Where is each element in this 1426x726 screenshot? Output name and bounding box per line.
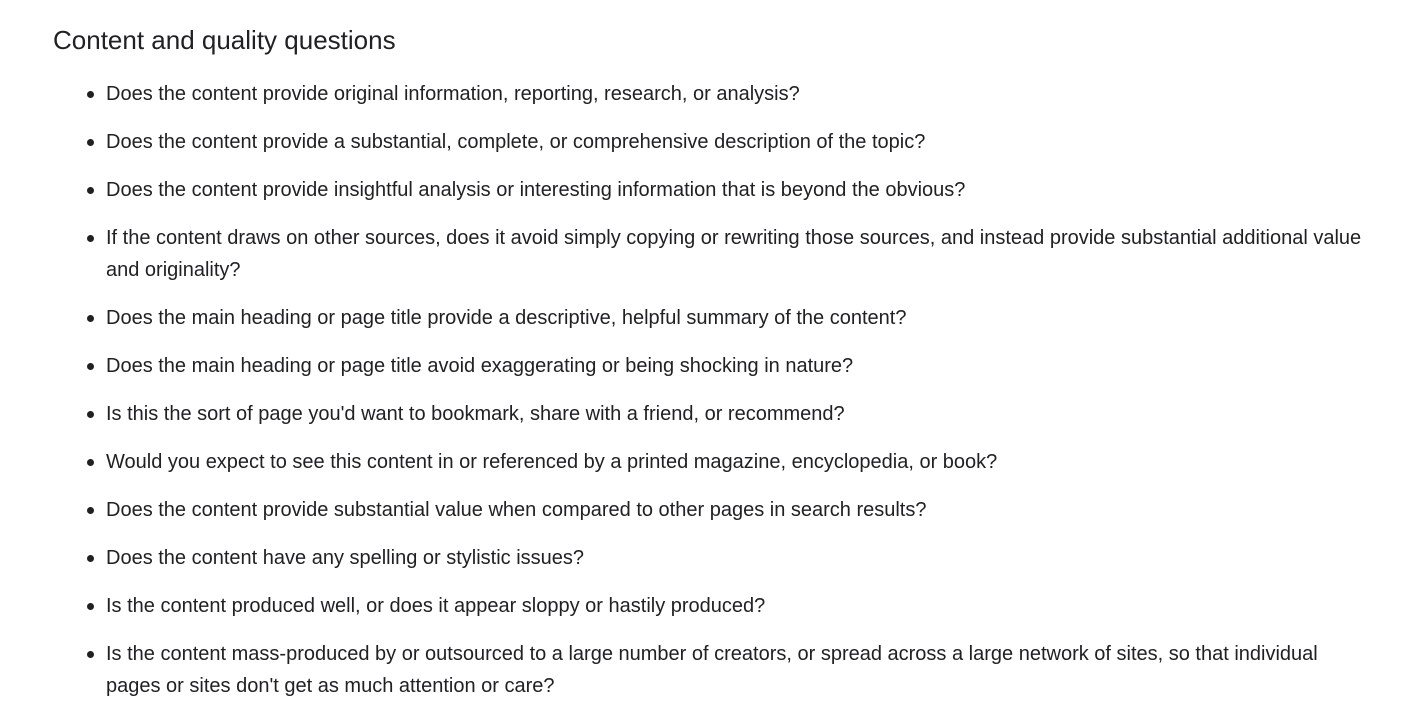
bullet-icon [87, 507, 94, 514]
bullet-icon [87, 139, 94, 146]
list-item [53, 174, 1373, 206]
list-item-text: If the content draws on other sources, does it avoid simply copying or rewriting those sources, and instead provide substantial additional value and originality? [106, 227, 1362, 281]
list-item-text: Does the main heading or page title provide a descriptive, helpful summary of the content? [106, 307, 907, 329]
list-item-text: Is this the sort of page you'd want to bookmark, share with a friend, or recommend? [106, 403, 845, 425]
list-item [53, 302, 1373, 334]
list-item-text: Would you expect to see this content in or referenced by a printed magazine, encyclopedia, or book? [106, 451, 998, 473]
bullet-icon [87, 651, 94, 658]
list-item-text: Does the content provide a substantial, complete, or comprehensive description of the topic? [106, 131, 926, 153]
bullet-icon [87, 603, 94, 610]
list-item [53, 542, 1373, 574]
article-section [53, 20, 1373, 718]
list-item-text: Is the content produced well, or does it appear sloppy or hastily produced? [106, 595, 766, 617]
list-item-text: Does the content provide insightful analysis or interesting information that is beyond the obvious? [106, 179, 966, 201]
list-item [53, 350, 1373, 382]
list-item-text: Is the content mass-produced by or outsourced to a large number of creators, or spread across a large network of sites, so that individual pages or sites don't get as much attention or care? [106, 643, 1318, 697]
list-item-text: Does the content have any spelling or stylistic issues? [106, 547, 585, 569]
bullet-icon [87, 363, 94, 370]
bullet-icon [87, 555, 94, 562]
list-item [53, 126, 1373, 158]
list-item-text: Does the content provide original information, reporting, research, or analysis? [106, 83, 800, 105]
bullet-icon [87, 411, 94, 418]
bullet-icon [87, 235, 94, 242]
section-heading: Content and quality questions [53, 25, 396, 55]
list-item [53, 638, 1373, 702]
list-item [53, 494, 1373, 526]
list-item [53, 222, 1373, 286]
list-item-text: Does the content provide substantial value when compared to other pages in search results? [106, 499, 927, 521]
list-item-text: Does the main heading or page title avoid exaggerating or being shocking in nature? [106, 355, 854, 377]
list-item [53, 446, 1373, 478]
bullet-icon [87, 459, 94, 466]
question-list [53, 78, 1373, 702]
bullet-icon [87, 315, 94, 322]
bullet-icon [87, 187, 94, 194]
bullet-icon [87, 91, 94, 98]
list-item [53, 398, 1373, 430]
list-item [53, 78, 1373, 110]
list-item [53, 590, 1373, 622]
